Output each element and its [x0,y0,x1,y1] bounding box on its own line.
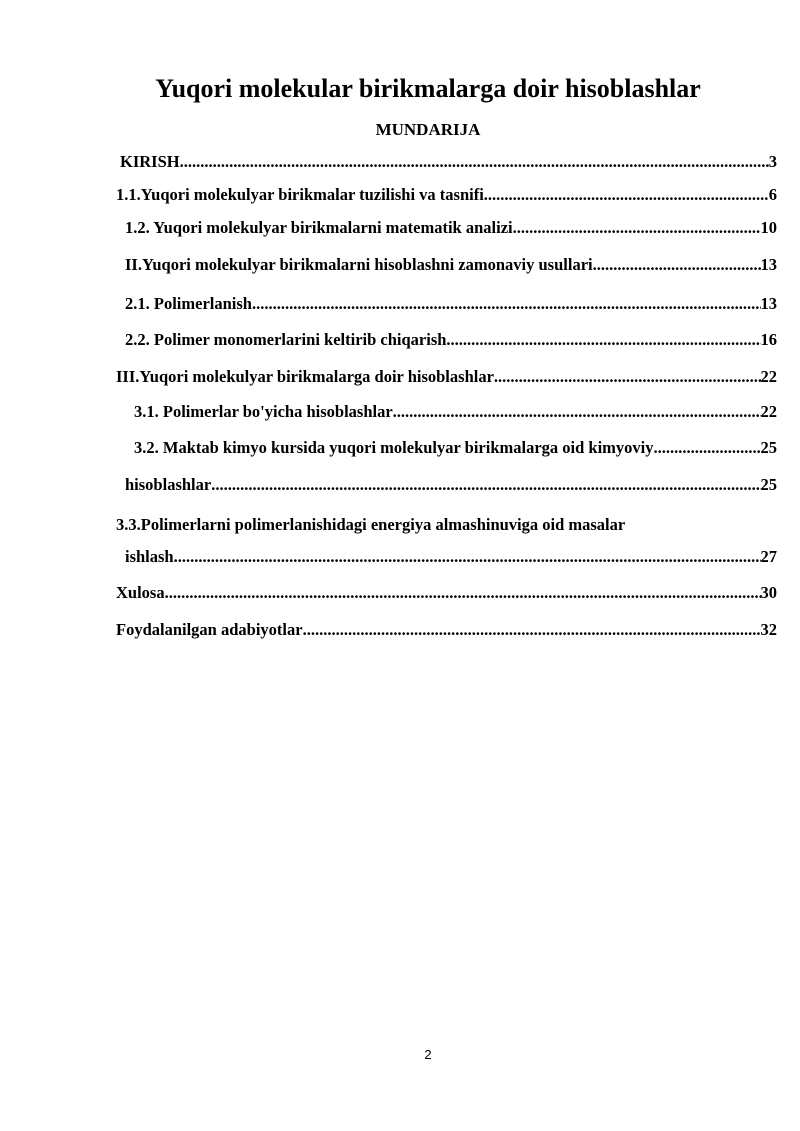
toc-entry-3-1[interactable] [134,402,777,422]
toc-entry-label: III.Yuqori molekulyar birikmalarga doir hisoblashlar [116,367,494,386]
toc-leader-dots [165,583,761,603]
toc-leader-dots [393,402,761,422]
toc-entry-ii[interactable] [125,255,777,275]
toc-entry-page: 13 [760,294,777,313]
page-number: 2 [424,1047,432,1062]
toc-entry-page: 32 [760,620,777,639]
toc-entry-label: II.Yuqori molekulyar birikmalarni hisoblashni zamonaviy usullari [125,255,593,274]
toc-entry-page: 22 [760,402,777,421]
toc-entry-xulosa[interactable] [116,583,777,603]
toc-entry-adabiyotlar[interactable] [116,620,777,640]
toc-entry-page: 27 [760,547,777,566]
toc-entry-label: ishlash [125,547,174,566]
toc-entry-1-2[interactable] [125,218,777,238]
toc-entry-page: 3 [768,152,777,171]
toc-entry-3-2-cont[interactable] [125,475,777,495]
toc-heading: MUNDARIJA [375,120,481,139]
toc-leader-dots [174,547,761,567]
toc-entry-label: 3.3.Polimerlarni polimerlanishidagi energiya almashinuviga oid masalar [116,515,626,534]
toc-entry-page: 16 [760,330,777,349]
toc-entry-2-1[interactable] [125,294,777,314]
toc-leader-dots [446,330,760,350]
toc-leader-dots [484,185,769,205]
toc-entry-page: 25 [760,438,777,457]
toc-entry-3-3[interactable] [116,515,777,535]
toc-entry-1-1[interactable] [116,185,777,205]
toc-entry-label: Foydalanilgan adabiyotlar [116,620,303,639]
toc-entry-label: 2.1. Polimerlanish [125,294,252,313]
toc-entry-page: 30 [760,583,777,602]
toc-entry-page: 13 [760,255,777,274]
toc-entry-label: 2.2. Polimer monomerlarini keltirib chiqarish [125,330,447,349]
toc-entry-label: hisoblashlar [125,475,212,494]
toc-entry-page: 6 [768,185,777,204]
toc-leader-dots [494,367,761,387]
toc-entry-2-2[interactable] [125,330,777,350]
toc-entry-label: KIRISH [120,152,180,171]
toc-leader-dots [654,438,761,458]
toc-entry-label: 3.2. Maktab kimyo kursida yuqori molekulyar birikmalarga oid kimyoviy [134,438,654,457]
toc-entry-iii[interactable] [116,367,777,387]
toc-leader-dots [303,620,761,640]
toc-entry-page: 10 [760,218,777,237]
toc-entry-label: 3.1. Polimerlar bo'yicha hisoblashlar [134,402,393,421]
toc-leader-dots [211,475,760,495]
toc-entry-kirish[interactable] [120,152,777,172]
toc-entry-page: 25 [760,475,777,494]
document-title: Yuqori molekular birikmalarga doir hisoblashlar [155,74,701,103]
toc-leader-dots [513,218,761,238]
toc-leader-dots [180,152,769,172]
toc-leader-dots [593,255,761,275]
toc-entry-3-2[interactable] [134,438,777,458]
toc-leader-dots [252,294,761,314]
toc-entry-label: Xulosa [116,583,165,602]
toc-entry-page: 22 [760,367,777,386]
toc-entry-label: 1.1.Yuqori molekulyar birikmalar tuzilishi va tasnifi [116,185,484,204]
toc-entry-3-3-cont[interactable] [125,547,777,567]
toc-entry-label: 1.2. Yuqori molekulyar birikmalarni matematik analizi [125,218,513,237]
